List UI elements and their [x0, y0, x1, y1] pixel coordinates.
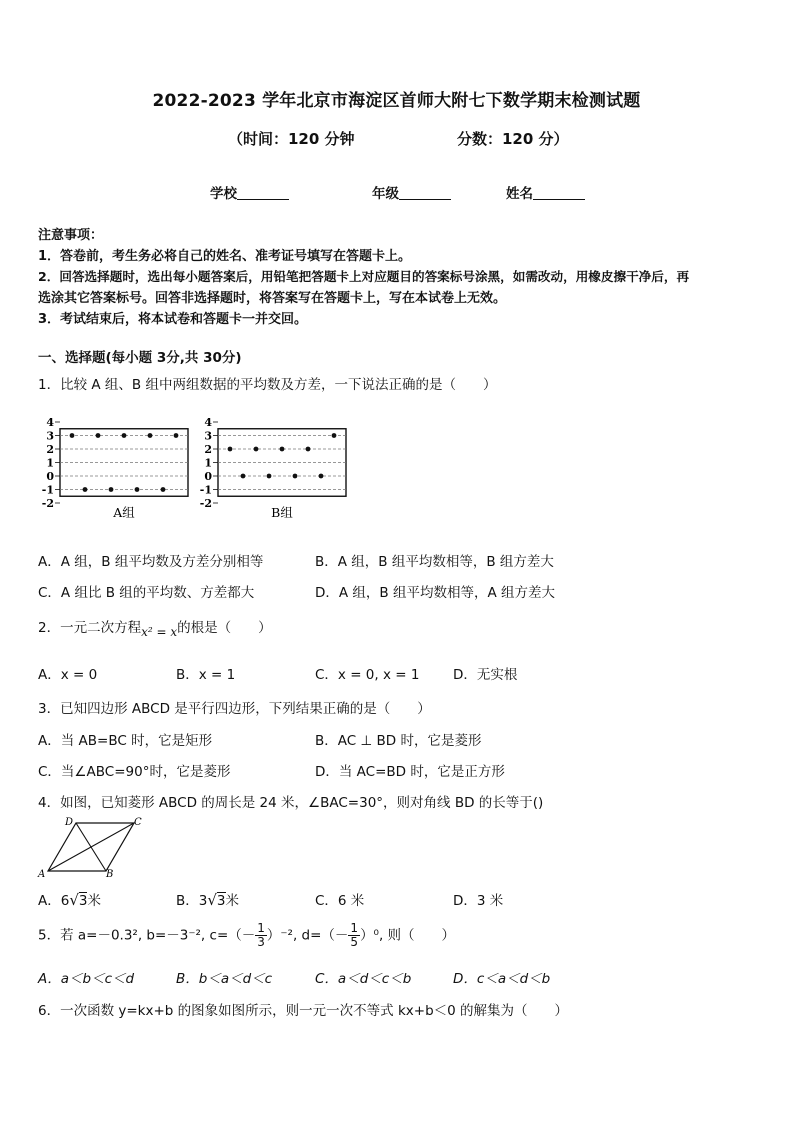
y-tick-label: 1 [46, 456, 54, 470]
q4-option-c[interactable]: C．6 米 [315, 893, 365, 909]
data-point [254, 447, 259, 452]
exam-score: 分数：120 分） [457, 130, 569, 148]
note-item-3: 3．考试结束后，将本试卷和答题卡一并交回。 [38, 312, 308, 327]
q1-option-a[interactable]: A．A 组，B 组平均数及方差分别相等 [38, 554, 264, 570]
q4-a-radicand: 3 [78, 893, 88, 909]
y-tick-label: 2 [204, 443, 212, 456]
question-3-stem: 3．已知四边形 ABCD 是平行四边形，下列结果正确的是（ ） [38, 701, 431, 717]
y-tick-label: 3 [46, 429, 54, 443]
data-point [267, 474, 272, 479]
q1-option-d[interactable]: D．A 组，B 组平均数相等，A 组方差大 [315, 585, 556, 601]
q4-b-prefix: B．3 [176, 893, 208, 909]
data-point [83, 487, 88, 492]
frac-d-num: 1 [350, 921, 359, 935]
q4-b-unit: 米 [225, 893, 240, 909]
y-tick-label: 2 [46, 443, 54, 456]
school-field [210, 182, 289, 202]
data-point [332, 433, 337, 438]
diagonal-bd [76, 823, 106, 871]
data-point [109, 487, 114, 492]
grade-blank [399, 185, 451, 200]
q5-option-c[interactable]: C．a＜d＜c＜b [315, 971, 412, 987]
note-item-1: 1．答卷前，考生务必将自己的姓名、准考证号填写在答题卡上。 [38, 249, 412, 264]
data-point [122, 433, 127, 438]
y-tick-label: -1 [41, 483, 54, 497]
y-tick-label: 3 [204, 429, 212, 443]
q3-option-a[interactable]: A．当 AB=BC 时，它是矩形 [38, 733, 213, 749]
q2-stem-a: 2．一元二次方程 [38, 620, 142, 636]
y-tick-label: 0 [204, 470, 212, 483]
q2-stem-b: 的根是（ ） [177, 620, 272, 636]
data-point [135, 487, 140, 492]
q3-option-d[interactable]: D．当 AC=BD 时，它是正方形 [315, 764, 505, 780]
q4-option-b[interactable] [176, 889, 239, 909]
q5-mid: ）⁻², d=（－ [266, 927, 349, 944]
data-point [70, 433, 75, 438]
chart-frame [218, 429, 346, 497]
data-point [293, 474, 298, 479]
q2-option-a[interactable]: A．x = 0 [38, 667, 98, 683]
chart-x-label: A组 [113, 505, 135, 520]
y-tick-label: -1 [199, 483, 212, 497]
notes-heading: 注意事项： [38, 228, 104, 243]
q1-option-b[interactable]: B．A 组，B 组平均数相等，B 组方差大 [315, 554, 554, 570]
y-tick-label: -2 [41, 497, 54, 510]
q5-post: ）⁰, 则（ ） [360, 927, 456, 944]
y-tick-label: 0 [46, 470, 54, 483]
chart-x-label: B组 [271, 505, 293, 520]
q2-option-d[interactable]: D．无实根 [453, 667, 518, 683]
data-point [174, 433, 179, 438]
q2-equation: x² = x [141, 625, 178, 639]
school-label: 学校 [210, 186, 237, 202]
question-4-stem: 4．如图，已知菱形 ABCD 的周长是 24 米，∠BAC=30°，则对角线 BD 的长等于() [38, 795, 544, 811]
q5-option-b[interactable]: B．b＜a＜d＜c [176, 971, 273, 987]
frac-d-den: 5 [350, 935, 359, 949]
q4-a-prefix: A．6 [38, 893, 70, 909]
frac-c-num: 1 [257, 921, 265, 935]
y-tick-label: -2 [199, 497, 212, 510]
name-field [506, 182, 585, 202]
vertex-c-label: C [134, 817, 142, 828]
q3-option-c[interactable]: C．当∠ABC=90°时，它是菱形 [38, 764, 231, 780]
name-blank [533, 185, 585, 200]
vertex-a-label: A [38, 869, 46, 879]
chart-frame [60, 429, 188, 497]
q4-option-d[interactable]: D．3 米 [453, 893, 504, 909]
name-label: 姓名 [506, 186, 533, 202]
data-point [280, 447, 285, 452]
q3-option-b[interactable]: B．AC ⊥ BD 时，它是菱形 [315, 733, 482, 749]
q2-option-c[interactable]: C．x = 0, x = 1 [315, 667, 420, 683]
q4-a-unit: 米 [87, 893, 101, 909]
y-tick-label: 4 [46, 416, 54, 429]
q2-option-b[interactable]: B．x = 1 [176, 667, 236, 683]
data-point [241, 474, 246, 479]
data-point [148, 433, 153, 438]
frac-c-den: 3 [257, 935, 265, 949]
note-item-2a: 2．回答选择题时，选出每小题答案后，用铅笔把答题卡上对应题目的答案标号涂黑，如需改动，用橡皮擦干净后，再 [38, 269, 690, 284]
section-heading: 一、选择题(每小题 3分,共 30分) [38, 350, 242, 366]
fraction-one-fifth [348, 922, 360, 949]
question-5-stem [38, 922, 455, 949]
vertex-b-label: B [106, 869, 114, 879]
question-1-charts [38, 412, 358, 530]
y-tick-label: 4 [204, 416, 212, 429]
page-title: 2022-2023 学年北京市海淀区首师大附七下数学期末检测试题 [152, 91, 641, 111]
q5-option-a[interactable]: A．a＜b＜c＜d [38, 971, 135, 987]
grade-label: 年级 [372, 186, 399, 202]
y-tick-label: 1 [204, 456, 212, 470]
data-point [319, 474, 324, 479]
school-blank [237, 185, 289, 200]
chart-b [200, 416, 346, 520]
data-point [306, 447, 311, 452]
q4-option-a[interactable] [38, 889, 101, 909]
question-6-stem: 6．一次函数 y=kx+b 的图象如图所示，则一元一次不等式 kx+b＜0 的解集为（ ） [38, 1003, 569, 1019]
data-point [228, 447, 233, 452]
q5-pre: 5．若 a=－0.3², b=－3⁻², c=（－ [38, 927, 256, 944]
vertex-d-label: D [65, 817, 74, 828]
question-2-stem [38, 616, 272, 639]
grade-field [372, 182, 451, 202]
chart-a [42, 416, 188, 520]
q5-option-d[interactable]: D．c＜a＜d＜b [453, 971, 551, 987]
question-1-stem: 1．比较 A 组、B 组中两组数据的平均数及方差，一下说法正确的是（ ） [38, 377, 497, 393]
data-point [96, 433, 101, 438]
q1-option-c[interactable]: C．A 组比 B 组的平均数、方差都大 [38, 585, 255, 601]
sqrt-icon: √ [69, 891, 79, 909]
exam-time: （时间：120 分钟 [228, 130, 355, 148]
note-item-2b: 选涂其它答案标号。回答非选择题时，将答案写在答题卡上，写在本试卷上无效。 [38, 291, 507, 306]
q4-b-radicand: 3 [216, 893, 226, 909]
sqrt-icon: √ [207, 891, 217, 909]
data-point [161, 487, 166, 492]
fraction-one-third [255, 922, 267, 949]
rhombus-figure [36, 813, 151, 879]
